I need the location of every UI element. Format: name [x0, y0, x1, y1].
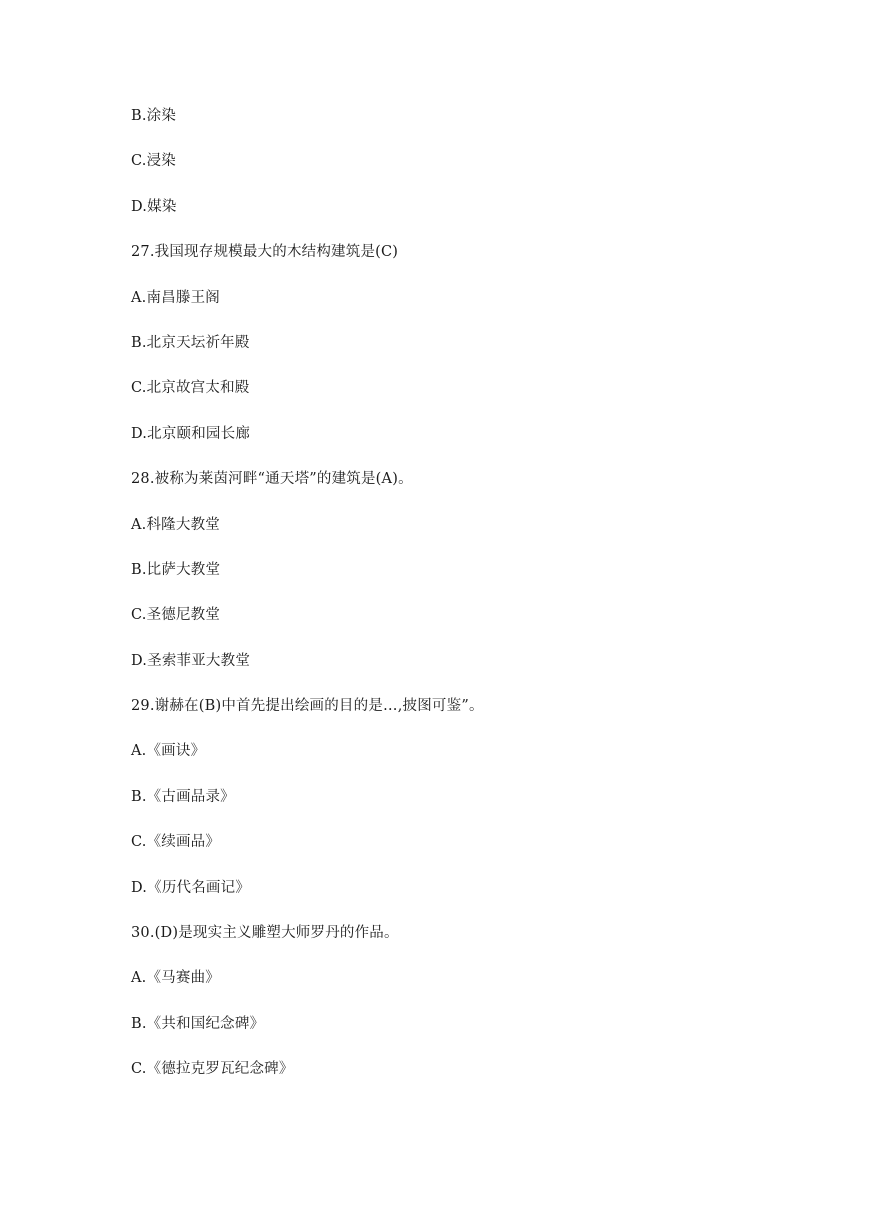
q27-question: 27.我国现存规模最大的木结构建筑是(C) [131, 244, 399, 261]
q29-option-c: C.《续画品》 [131, 834, 221, 851]
q27-option-d: D.北京颐和园长廊 [131, 425, 251, 442]
q28-option-d: D.圣索菲亚大教堂 [131, 652, 251, 669]
q26-option-d: D.媒染 [131, 198, 177, 215]
q30-option-a: A.《马赛曲》 [131, 970, 220, 987]
q29-option-d: D.《历代名画记》 [131, 879, 251, 896]
q28-option-b: B.比萨大教堂 [131, 561, 221, 578]
q30-question: 30.(D)是现实主义雕塑大师罗丹的作品。 [131, 925, 399, 942]
q29-question: 29.谢赫在(B)中首先提出绘画的目的是…,披图可鉴”。 [131, 698, 484, 715]
q28-question: 28.被称为莱茵河畔“通天塔”的建筑是(A)。 [131, 471, 413, 488]
q28-option-a: A.科隆大教堂 [131, 516, 220, 533]
q29-option-a: A.《画诀》 [131, 743, 206, 760]
q30-option-b: B.《共和国纪念碑》 [131, 1015, 265, 1032]
q28-option-c: C.圣德尼教堂 [131, 607, 221, 624]
q27-option-a: A.南昌滕王阁 [131, 289, 220, 306]
q27-option-b: B.北京天坛祈年殿 [131, 334, 250, 351]
q26-option-b: B.涂染 [131, 108, 177, 124]
q30-option-c: C.《德拉克罗瓦纪念碑》 [131, 1061, 294, 1078]
q26-option-c: C.浸染 [131, 153, 176, 170]
q29-option-b: B.《古画品录》 [131, 788, 235, 805]
q27-option-c: C.北京故宫太和殿 [131, 380, 250, 397]
question-list [131, 106, 484, 1105]
